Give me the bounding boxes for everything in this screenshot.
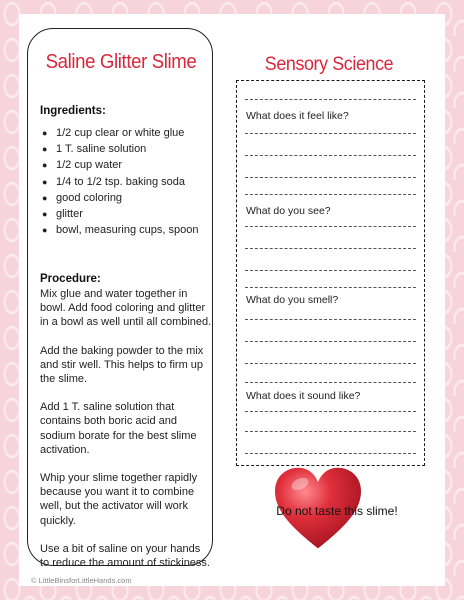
bullet-dot-icon: ● <box>42 128 48 138</box>
sensory-question-box <box>236 80 425 466</box>
writing-line <box>245 133 416 134</box>
bullet-dot-icon: ● <box>42 225 48 236</box>
writing-line <box>245 155 416 156</box>
bullet-dot-icon: ● <box>42 176 48 187</box>
ingredient-text: 1/4 to 1/2 tsp. baking soda <box>56 175 186 188</box>
copyright-text: © LittleBinsforLittleHands.com <box>31 576 132 585</box>
writing-line <box>245 363 416 364</box>
bullet-dot-icon: ● <box>42 144 48 155</box>
list-item <box>40 206 210 222</box>
list-item <box>40 190 210 206</box>
ingredients-list <box>40 125 210 238</box>
recipe-title: Saline Glitter Slime <box>45 51 197 73</box>
ingredient-text: good coloring <box>56 191 123 204</box>
ingredient-text: 1/2 cup clear or white glue <box>56 127 185 139</box>
bullet-dot-icon: ● <box>42 160 48 171</box>
question-label: What do you see? <box>246 205 331 217</box>
writing-line <box>245 431 416 432</box>
list-item <box>40 222 210 238</box>
writing-line <box>245 177 416 178</box>
ingredient-text: 1 T. saline solution <box>56 143 147 156</box>
writing-line <box>245 382 416 383</box>
procedure-step: Mix glue and water together in bowl. Add food coloring and glitter in a bowl as well until all combined. <box>40 288 212 329</box>
procedure-step: Add the baking powder to the mix and stir well. This helps to firm up the slime. <box>40 344 204 386</box>
writing-line <box>245 194 416 195</box>
ingredient-text: 1/2 cup water <box>56 159 123 172</box>
procedure-step: Whip your slime together rapidly because you want it to combine well, but the activator will work quickly. <box>40 472 198 527</box>
writing-line <box>245 226 416 227</box>
ingredient-text: glitter <box>56 207 83 220</box>
list-item <box>40 141 210 157</box>
ingredients-heading: Ingredients: <box>40 105 106 117</box>
worksheet-page <box>19 14 445 586</box>
writing-line <box>245 287 416 288</box>
question-label: What do you smell? <box>246 294 339 306</box>
procedure-step: Use a bit of saline on your hands to reduce the amount of stickiness. <box>40 542 210 570</box>
warning-text: Do not taste this slime! <box>276 504 398 518</box>
writing-line <box>245 248 416 249</box>
writing-line <box>245 319 416 320</box>
sensory-title: Sensory Science <box>264 54 394 75</box>
list-item <box>40 125 210 141</box>
ingredient-text: bowl, measuring cups, spoon <box>56 224 199 237</box>
bullet-dot-icon: ● <box>42 208 48 219</box>
writing-line <box>245 341 416 342</box>
writing-line <box>245 99 416 100</box>
list-item <box>40 157 210 173</box>
list-item <box>40 174 210 190</box>
bullet-dot-icon: ● <box>42 192 48 203</box>
procedure-steps <box>40 287 212 584</box>
procedure-step: Add 1 T. saline solution that contains both boric acid and sodium borate for the best slime activation. <box>40 401 197 456</box>
question-label: What does it feel like? <box>246 110 349 122</box>
question-label: What does it sound like? <box>246 390 361 402</box>
writing-line <box>245 411 416 412</box>
procedure-heading: Procedure: <box>40 273 101 285</box>
writing-line <box>245 453 416 454</box>
writing-line <box>245 270 416 271</box>
recipe-card <box>27 28 213 570</box>
